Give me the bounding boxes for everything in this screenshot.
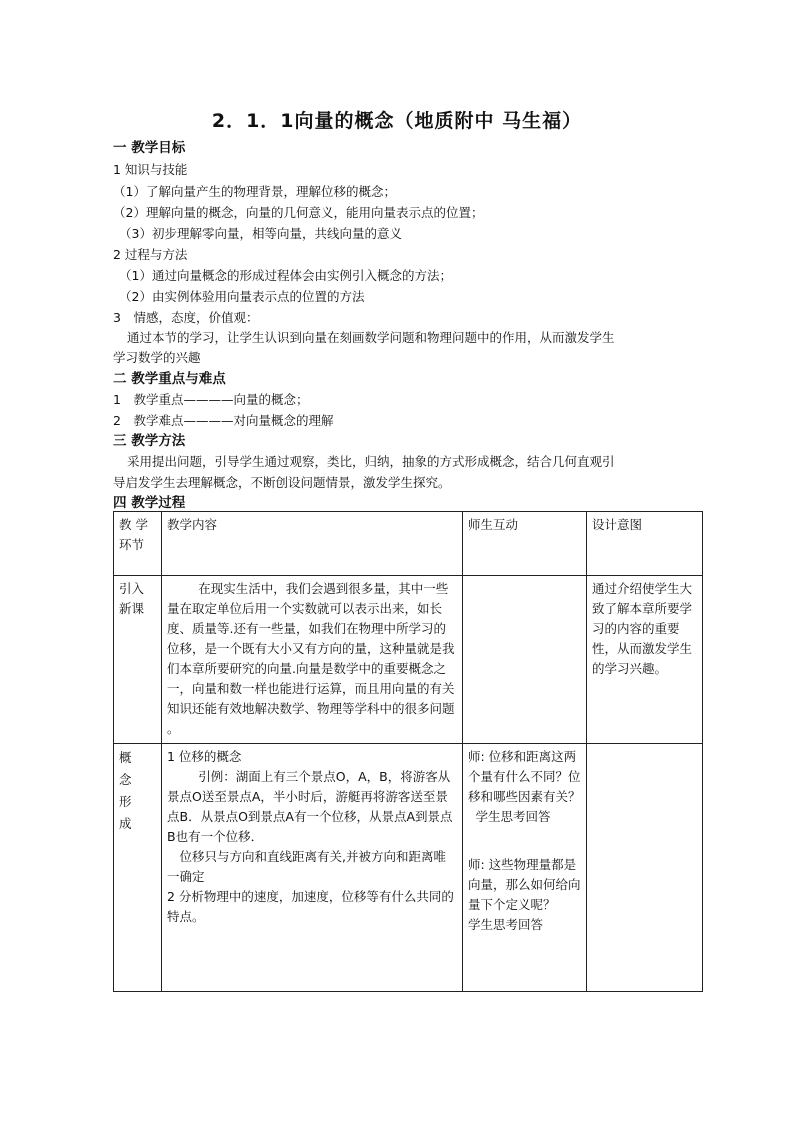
content-concept-1: 1 位移的概念 [167,749,242,764]
objective-knowledge-2: （2）理解向量的概念，向量的几何意义，能用向量表示点的位置； [113,205,484,220]
stage-char: 概 [119,750,132,765]
stage-char: 形 [119,794,132,809]
objective-process: 2 过程与方法 [113,247,188,262]
stage-char: 念 [119,772,132,787]
intent-intro: 通过介绍使学生大致了解本章所要学习的内容的重要性，从而激发学生的学习兴趣。 [587,576,703,744]
header-stage: 教 学 环节 [114,512,162,576]
objective-knowledge-3: （3）初步理解零向量，相等向量，共线向量的意义 [119,226,402,241]
method-text: 采用提出问题，引导学生通过观察，类比，归纳，抽象的方式形成概念，结合几何直观引 [127,454,615,469]
document-title: 2．1．1向量的概念（地质附中 马生福） [211,110,583,132]
objective-knowledge-1: （1）了解向量产生的物理背景，理解位移的概念； [113,184,396,199]
objective-process-2: （2）由实例体验用向量表示点的位置的方法 [119,289,365,304]
keypoint-focus: 1 教学重点————向量的概念； [113,392,309,407]
table-header-row [114,512,703,576]
stage-char: 成 [119,816,132,831]
section-heading-objectives: 一 教学目标 [113,140,186,156]
method-text-cont: 导启发学生去理解概念，不断创设问题情景，激发学生探究。 [113,475,451,490]
interaction-concept-1: 师: 位移和距离这两个量有什么不同？位移和哪些因素有关？ [468,749,581,804]
interaction-concept-4: 学生思考回答 [468,917,544,932]
objective-attitude: 3 情感，态度，价值观： [113,310,259,325]
stage-intro: 引入 新课 [114,576,162,744]
content-intro: 在现实生活中，我们会遇到很多量，其中一些量在取定单位后用一个实数就可以表示出来，如长度、质量等.还有一些量，如我们在物理中所学习的位移，是一个既有大小又有方向的量，这种量就是我们本章所要研究的向量.向量是数学中的重要概念之一，向量和数一样也能进行运算，而且用向量的有关知识还能有效地解决数学、物理等学科中的很多问题 。 [162,576,463,744]
section-heading-process: 四 教学过程 [113,495,186,511]
content-concept-3: 位移只与方向和直线距离有关,并被方向和距离唯一确定 [167,849,446,884]
interaction-intro [463,576,587,744]
interaction-concept-2: 学生思考回答 [475,809,551,824]
table-row [114,576,703,744]
teaching-process-table [113,511,703,992]
header-intent: 设计意图 [587,512,703,576]
interaction-concept-3: 师: 这些物理量都是向量，那么如何给向量下个定义呢？ [468,857,581,912]
keypoint-difficulty: 2 教学难点————对向量概念的理解 [113,413,334,428]
section-heading-keypoints: 二 教学重点与难点 [113,371,226,387]
header-content: 教学内容 [162,512,463,576]
table-row [114,744,703,992]
content-concept-2: 引例：湖面上有三个景点O，A，B，将游客从景点O送至景点A，半小时后，游艇再将游客送至景点B．从景点O到景点A有一个位移，从景点A到景点B也有一个位移． [167,769,453,844]
objective-knowledge: 1 知识与技能 [113,162,188,177]
content-concept [162,744,463,992]
objective-attitude-text: 通过本节的学习，让学生认识到向量在刻画数学问题和物理问题中的作用，从而激发学生 [127,330,615,345]
intent-concept [587,744,703,992]
objective-attitude-text-cont: 学习数学的兴趣 [113,350,201,365]
header-interaction: 师生互动 [463,512,587,576]
objective-process-1: （1）通过向量概念的形成过程体会由实例引入概念的方法； [119,268,452,283]
interaction-concept [463,744,587,992]
content-concept-4: 2 分析物理中的速度，加速度，位移等有什么共同的特点。 [167,889,454,924]
section-heading-method: 三 教学方法 [113,433,186,449]
stage-concept [114,744,162,992]
